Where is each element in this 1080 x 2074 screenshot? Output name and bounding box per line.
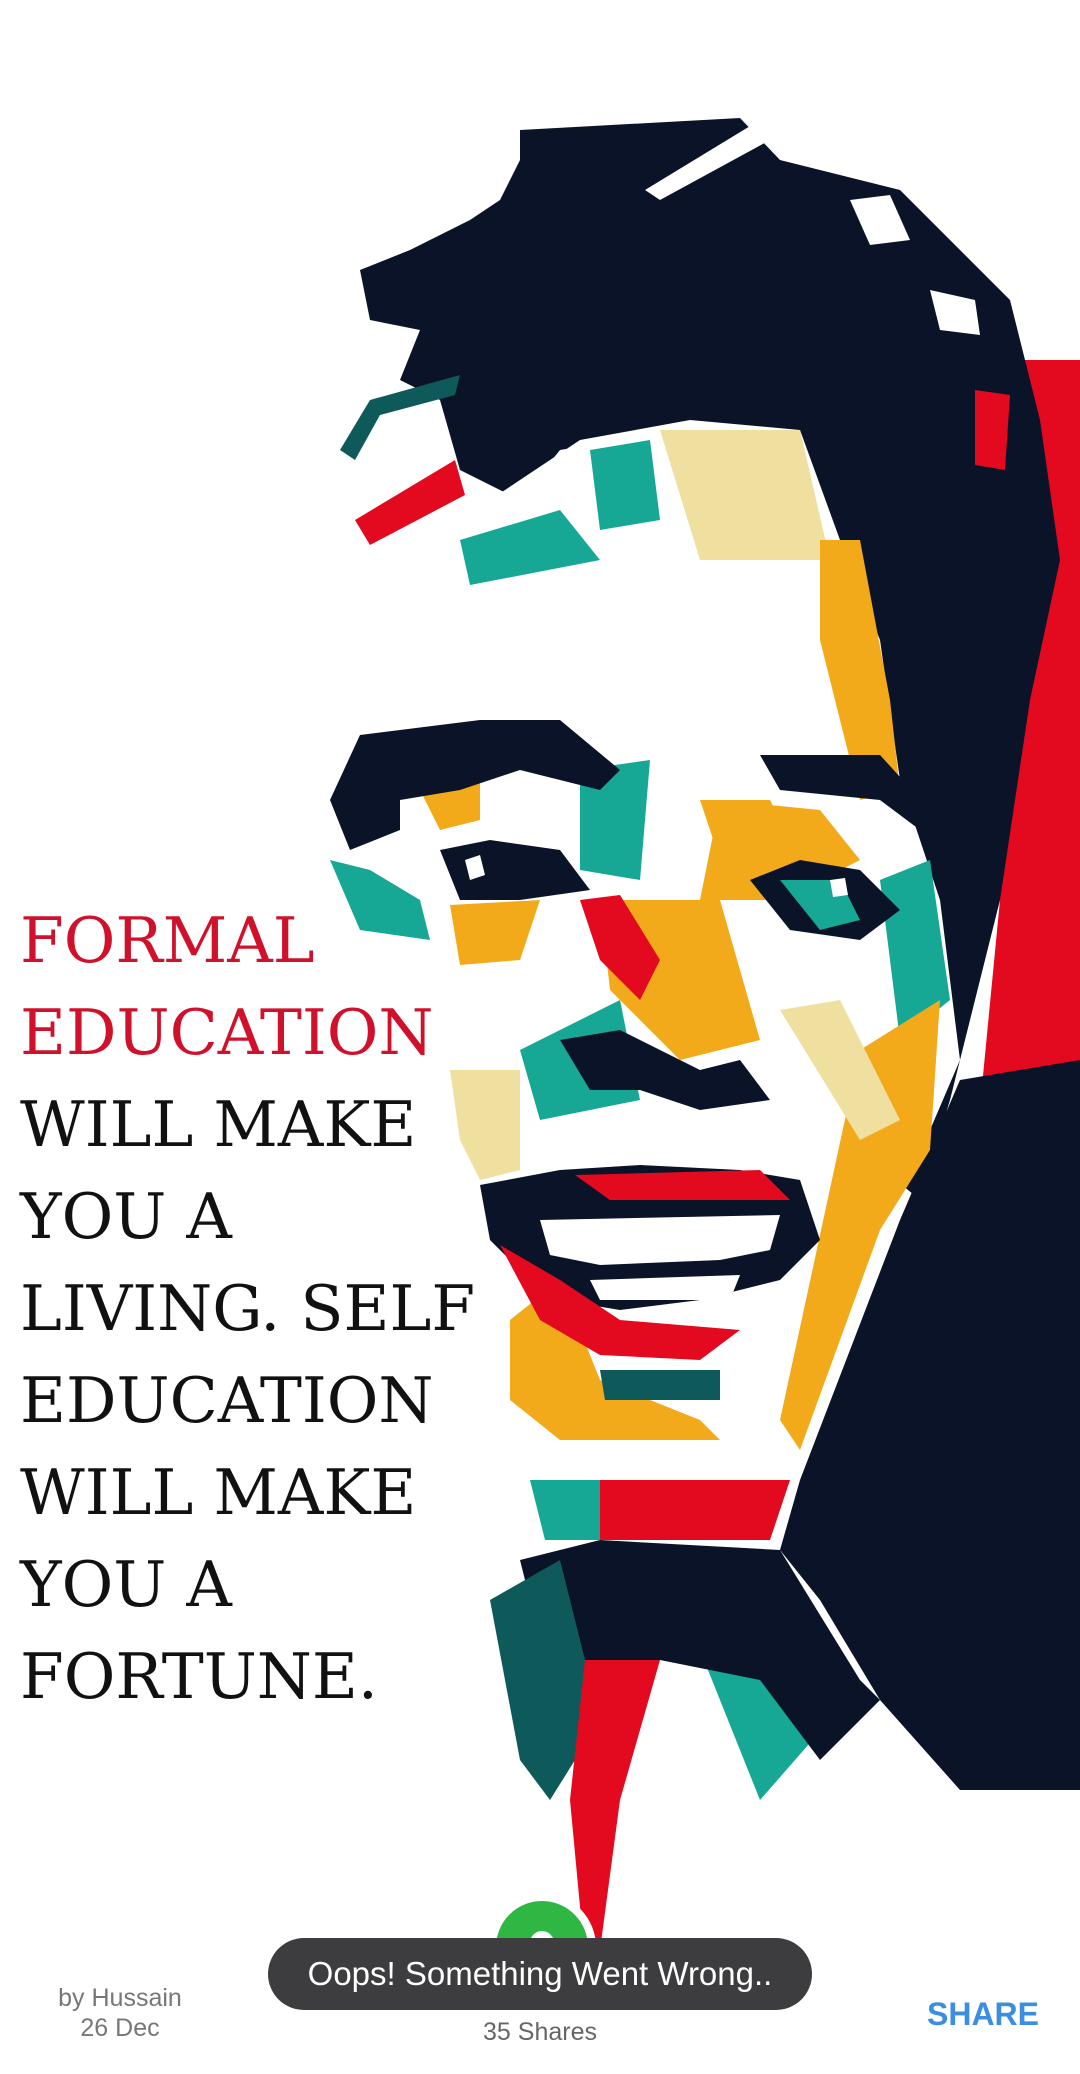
quote-text [20,895,476,1723]
author-info [50,1983,190,2043]
quote-line: YOU A [20,1548,232,1621]
quote-line: YOU A [20,1180,232,1253]
quote-line: FORTUNE. [20,1640,378,1713]
quote-line: WILL MAKE [20,1456,417,1529]
post-date: 26 Dec [80,2014,160,2042]
quote-line: FORMAL [20,904,315,977]
quote-line: EDUCATION [20,996,434,1069]
author-name: by Hussain [58,1984,182,2012]
share-count: 35 Shares [483,2018,597,2046]
share-button[interactable]: SHARE [926,1996,1039,2032]
toast-message: Oops! Something Went Wrong.. [307,1955,773,1992]
quote-line: EDUCATION [20,1364,434,1437]
quote-line: WILL MAKE [20,1088,417,1161]
quote-line: LIVING. SELF [20,1272,476,1345]
error-toast [268,1938,812,2010]
